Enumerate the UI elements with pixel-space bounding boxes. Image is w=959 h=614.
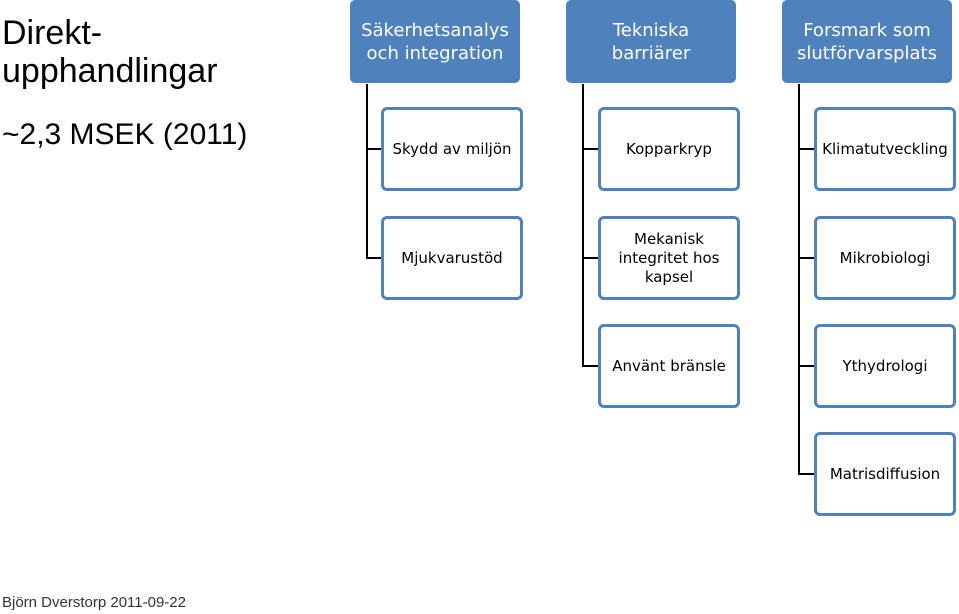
connector-col0 [367,84,381,258]
connector-col1 [583,84,598,366]
item-skydd-av-miljon: Skydd av miljön [381,107,523,191]
item-anvant-bransle: Använt bränsle [598,324,740,408]
connector-col2 [799,84,814,474]
item-kopparkryp: Kopparkryp [598,107,740,191]
category-header-sakerhetsanalys: Säkerhetsanalys och integration [350,0,520,83]
item-ythydrologi: Ythydrologi [814,324,956,408]
budget-subtitle: ~2,3 MSEK (2011) [2,118,248,151]
item-mikrobiologi: Mikrobiologi [814,216,956,300]
item-mjukvarustod: Mjukvarustöd [381,216,523,300]
item-klimatutveckling: Klimatutveckling [814,107,956,191]
category-header-tekniska-barriarer: Tekniska barriärer [566,0,736,83]
footer-author-date: Björn Dverstorp 2011-09-22 [2,594,186,611]
category-header-forsmark: Forsmark som slutförvarsplats [782,0,952,83]
item-matrisdiffusion: Matrisdiffusion [814,432,956,516]
item-mekanisk-integritet: Mekanisk integritet hos kapsel [598,216,740,300]
page-title: Direkt- upphandlingar [2,14,218,90]
